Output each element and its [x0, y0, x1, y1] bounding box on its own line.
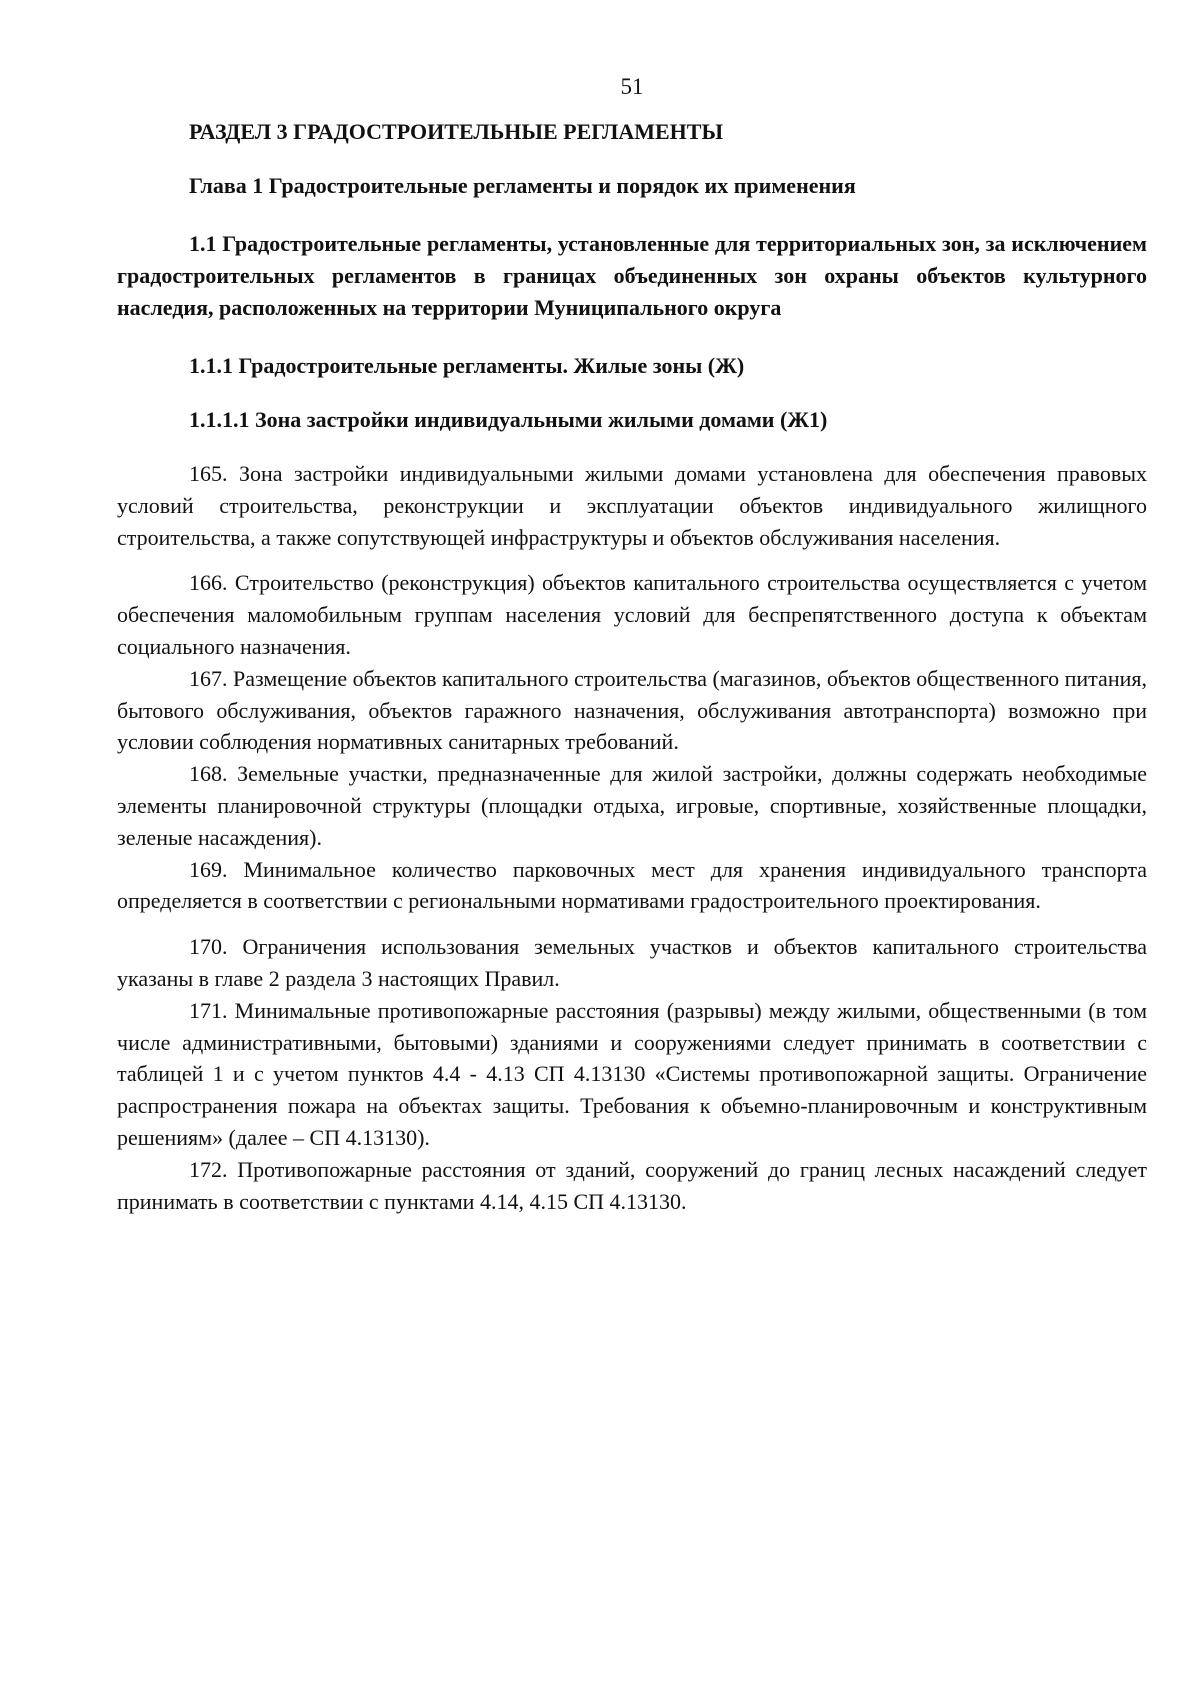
paragraph-166: 166. Строительство (реконструкция) объектов капитального строительства осуществляется с учетом обеспечения маломобильным группам населения условий для беспрепятственного доступа к объектам социального назначения.: [117, 570, 1147, 659]
subsection-heading-1-1-1: 1.1.1 Градостроительные регламенты. Жилые зоны (Ж): [189, 353, 745, 378]
paragraph-170: 170. Ограничения использования земельных участков и объектов капитального строительства указаны в главе 2 раздела 3 настоящих Правил.: [117, 934, 1147, 991]
body-text: [117, 458, 1147, 1217]
paragraph-168: 168. Земельные участки, предназначенные для жилой застройки, должны содержать необходимые элементы планировочной структуры (площадки отдыха, игровые, спортивные, хозяйственные площадки, зеленые насаждения).: [117, 761, 1147, 850]
chapter-heading: Глава 1 Градостроительные регламенты и порядок их применения: [189, 173, 856, 198]
page-number: 51: [620, 74, 644, 99]
subsection-heading-1-1-1-1: 1.1.1.1 Зона застройки индивидуальными жилыми домами (Ж1): [189, 407, 828, 432]
paragraph-171: 171. Минимальные противопожарные расстояния (разрывы) между жилыми, общественными (в том числе административными, бытовыми) зданиями и сооружениями следует принимать в соответствии с таблицей 1 и с учетом пунктов 4.4 - 4.13 СП 4.13130 «Системы противопожарной защиты. Ограничение распространения пожара на объектах защиты. Требования к объемно-планировочным и конструктивным решениям» (далее – СП 4.13130).: [117, 997, 1147, 1150]
subsection-heading-1-1: 1.1 Градостроительные регламенты, установленные для территориальных зон, за исключением градостроительных регламентов в границах объединенных зон охраны объектов культурного наследия, расположенных на территории Муниципального округа: [117, 231, 1147, 320]
paragraph-172: 172. Противопожарные расстояния от зданий, сооружений до границ лесных насаждений следует принимать в соответствии с пунктами 4.14, 4.15 СП 4.13130.: [117, 1156, 1147, 1214]
paragraph-169: 169. Минимальное количество парковочных мест для хранения индивидуального транспорта определяется в соответствии с региональными нормативами градостроительного проектирования.: [117, 856, 1147, 914]
paragraph-167: 167. Размещение объектов капитального строительства (магазинов, объектов общественного питания, бытового обслуживания, объектов гаражного назначения, обслуживания автотранспорта) возможно при условии соблюдения нормативных санитарных требований.: [117, 665, 1147, 755]
section-heading: РАЗДЕЛ 3 ГРАДОСТРОИТЕЛЬНЫЕ РЕГЛАМЕНТЫ: [189, 119, 724, 144]
paragraph-165: 165. Зона застройки индивидуальными жилыми домами установлена для обеспечения правовых условий строительства, реконструкции и эксплуатации объектов индивидуального жилищного строительства, а также сопутствующей инфраструктуры и объектов обслуживания населения.: [117, 461, 1147, 550]
